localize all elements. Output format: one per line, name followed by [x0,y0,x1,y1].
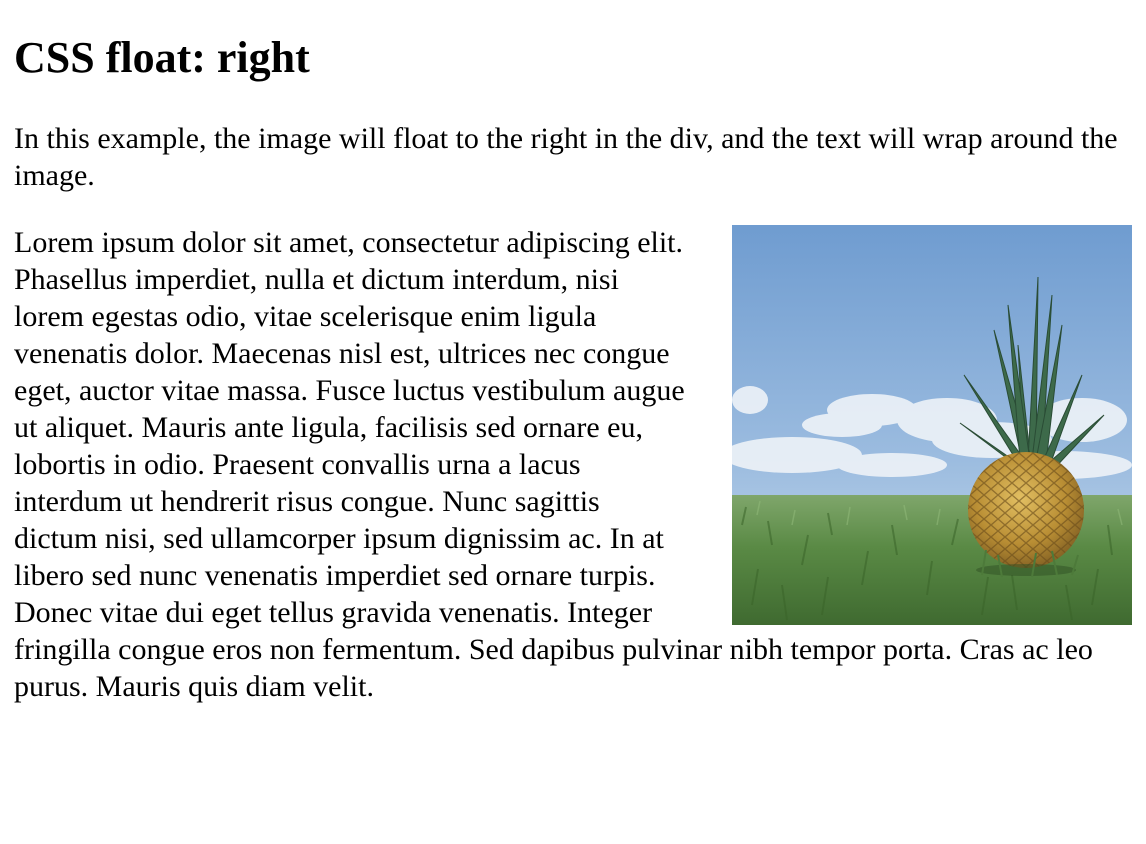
pineapple-image [732,225,1132,625]
float-container [14,224,1132,705]
page-content [0,32,1146,705]
page-title: CSS float: right [14,33,310,82]
body-paragraph: Lorem ipsum dolor sit amet, consectetur adipiscing elit. Phasellus imperdiet, nulla et dictum interdum, nisi lorem egestas odio, vitae scelerisque enim ligula venenatis dolor. Maecenas nisl est, ultrices nec congue eget, auctor vitae massa. Fusce luctus vestibulum augue ut aliquet. Mauris ante ligula, facilisis sed ornare eu, lobortis in odio. Praesent convallis urna a lacus interdum ut hendrerit risus congue. Nunc sagittis dictum nisi, sed ullamcorper ipsum dignissim ac. In at libero sed nunc venenatis imperdiet sed ornare turpis. Donec vitae dui eget tellus gravida venenatis. Integer fringilla congue eros non fermentum. Sed dapibus pulvinar nibh tempor porta. Cras ac leo purus. Mauris quis diam velit. [14,226,1093,703]
intro-paragraph: In this example, the image will float to the right in the div, and the text will wrap around the image. [14,122,1118,192]
